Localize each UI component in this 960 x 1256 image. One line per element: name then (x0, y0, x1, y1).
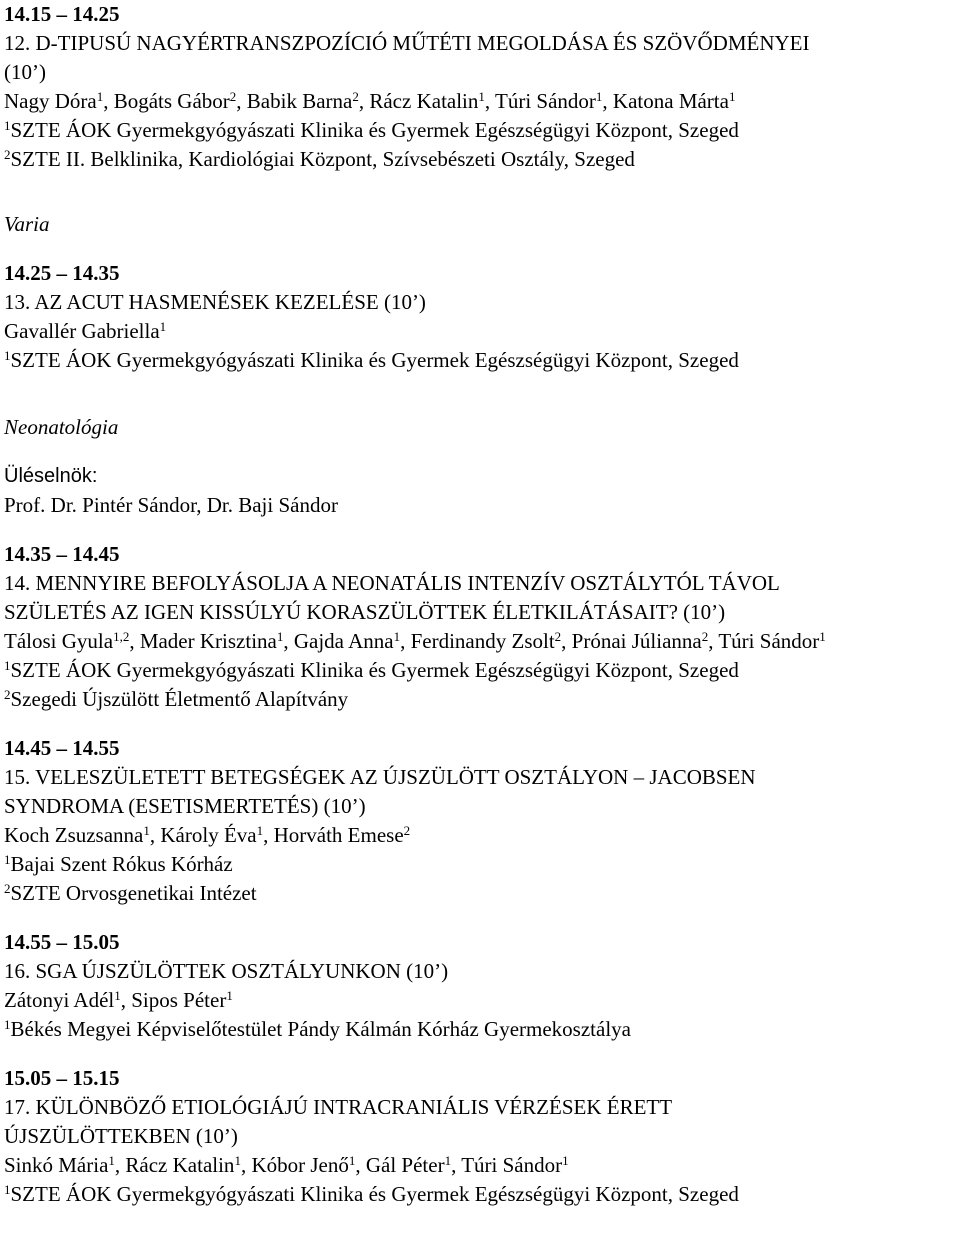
program-item-15 (4, 714, 956, 908)
talk-title: 15. VELESZÜLETETT BETEGSÉGEK AZ ÚJSZÜLÖTT OSZTÁLYON – JACOBSEN (4, 765, 756, 789)
program-item-12 (4, 0, 956, 174)
affiliation: $^1$Békés Megyei Képviselőtestület Pándy Kálmán Kórház Gyermekosztálya (4, 1017, 631, 1041)
affiliation: $^1$SZTE ÁOK Gyermekgyógyászati Klinika és Gyermek Egészségügyi Központ, Szeged (4, 658, 739, 682)
section-heading: Varia (4, 212, 50, 236)
affiliation: $^1$SZTE ÁOK Gyermekgyógyászati Klinika és Gyermek Egészségügyi Központ, Szeged (4, 1182, 739, 1206)
author: Rácz Katalin$^1$, (369, 89, 496, 113)
author-list: Sinkó Mária$^1$, Rácz Katalin$^1$, Kóbor Jenő$^1$, Gál Péter$^1$, Túri Sándor$^1$ (4, 1153, 569, 1177)
author: Bogáts Gábor$^2$, (113, 89, 247, 113)
program-item-13 (4, 210, 956, 375)
affiliation: $^1$SZTE ÁOK Gyermekgyógyászati Klinika és Gyermek Egészségügyi Központ, Szeged (4, 118, 739, 142)
chair-label: Üléselnök: (4, 465, 98, 487)
program-item-17 (4, 1044, 956, 1209)
author: Túri Sándor$^1$, (495, 89, 613, 113)
author-list: Gavallér Gabriella$^1$ (4, 319, 167, 343)
talk-title: ÚJSZÜLÖTTEKBEN (10’) (4, 1124, 238, 1148)
talk-title: SYNDROMA (ESETISMERTETÉS) (10’) (4, 794, 366, 818)
author-list: Zátonyi Adél$^1$, Sipos Péter$^1$ (4, 988, 233, 1012)
time-slot: 14.35 – 14.45 (4, 542, 120, 566)
author: Nagy Dóra$^1$, (4, 89, 114, 113)
program-item-16 (4, 908, 956, 1044)
affiliation: $^2$SZTE II. Belklinika, Kardiológiai Központ, Szívsebészeti Osztály, Szeged (4, 147, 635, 171)
time-slot: 14.15 – 14.25 (4, 2, 120, 26)
affiliation: $^1$SZTE ÁOK Gyermekgyógyászati Klinika és Gyermek Egészségügyi Központ, Szeged (4, 348, 739, 372)
section-heading: Neonatológia (4, 415, 119, 439)
author: Katona Márta$^1$ (612, 89, 736, 113)
affiliation: $^2$Szegedi Újszülött Életmentő Alapítvány (4, 687, 349, 711)
author-list: Tálosi Gyula$^{1,2}$, Mader Krisztina$^1$, Gajda Anna$^1$, Ferdinandy Zsolt$^2$, Prónai Júlianna$^2$, Túri Sándor$^1$ (4, 629, 826, 653)
time-slot: 14.55 – 15.05 (4, 930, 120, 954)
time-slot: 15.05 – 15.15 (4, 1066, 120, 1090)
author-list (4, 87, 956, 116)
time-slot: 14.25 – 14.35 (4, 261, 120, 285)
talk-title: 13. AZ ACUT HASMENÉSEK KEZELÉSE (10’) (4, 290, 426, 314)
author: Babik Barna$^2$, (246, 89, 370, 113)
affiliation: $^2$SZTE Orvosgenetikai Intézet (4, 881, 257, 905)
talk-duration: (10’) (4, 60, 46, 84)
talk-title: 17. KÜLÖNBÖZŐ ETIOLÓGIÁJÚ INTRACRANIÁLIS VÉRZÉSEK ÉRETT (4, 1095, 673, 1119)
program-item-14 (4, 413, 956, 714)
talk-title: 16. SGA ÚJSZÜLÖTTEK OSZTÁLYUNKON (10’) (4, 959, 449, 983)
affiliation: $^1$Bajai Szent Rókus Kórház (4, 852, 233, 876)
talk-title: 14. MENNYIRE BEFOLYÁSOLJA A NEONATÁLIS INTENZÍV OSZTÁLYTÓL TÁVOL (4, 571, 780, 595)
talk-title: 12. D-TIPUSÚ NAGYÉRTRANSZPOZÍCIÓ MŰTÉTI MEGOLDÁSA ÉS SZÖVŐDMÉNYEI (4, 31, 810, 55)
time-slot: 14.45 – 14.55 (4, 736, 120, 760)
talk-title: SZÜLETÉS AZ IGEN KISSÚLYÚ KORASZÜLÖTTEK ÉLETKILÁTÁSAIT? (10’) (4, 600, 726, 624)
author-list: Koch Zsuzsanna$^1$, Károly Éva$^1$, Horváth Emese$^2$ (4, 823, 411, 847)
session-chairs: Prof. Dr. Pintér Sándor, Dr. Baji Sándor (4, 493, 338, 517)
